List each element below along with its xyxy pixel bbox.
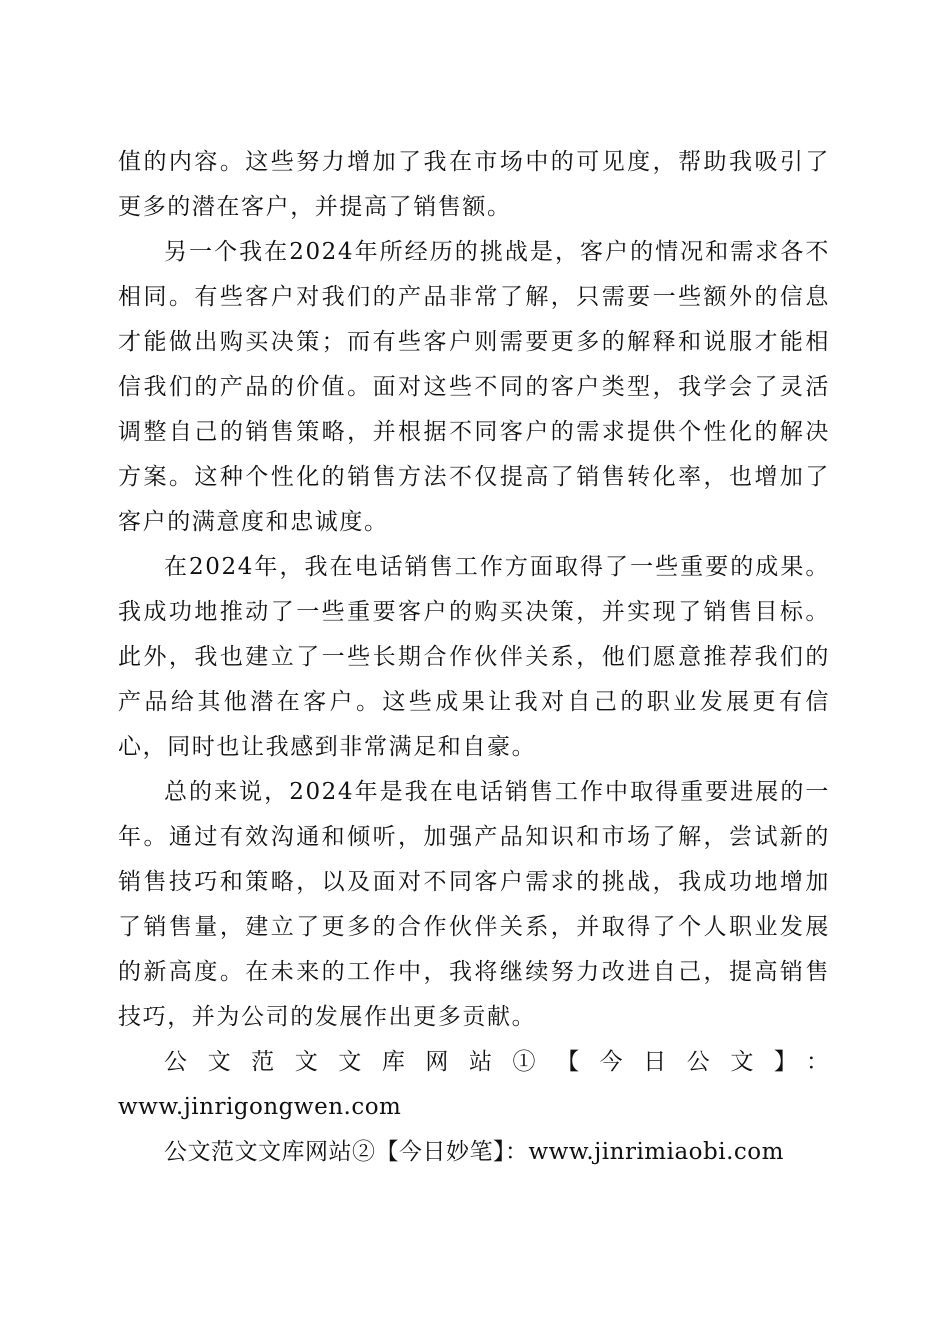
paragraph-achievements: 在2024年，我在电话销售工作方面取得了一些重要的成果。我成功地推动了一些重要客户的购买决策，并实现了销售目标。此外，我也建立了一些长期合作伙伴关系，他们愿意推荐我们的产品给其他潜在客户。这些成果让我对自己的职业发展更有信心，同时也让我感到非常满足和自豪。: [118, 554, 830, 760]
paragraph-continuation: 值的内容。这些努力增加了我在市场中的可见度，帮助我吸引了更多的潜在客户，并提高了销售额。: [118, 149, 830, 220]
footer-site1-url[interactable]: www.jinrigongwen.com: [118, 1094, 402, 1120]
footer-site1-label: 公文范文文库网站①【今日公文】：: [164, 1049, 830, 1075]
paragraph-summary: 总的来说，2024年是我在电话销售工作中取得重要进展的一年。通过有效沟通和倾听，加强产品知识和市场了解，尝试新的销售技巧和策略，以及面对不同客户需求的挑战，我成功地增加了销售量，建立了更多的合作伙伴关系，并取得了个人职业发展的新高度。在未来的工作中，我将继续努力改进自己，提高销售技巧，并为公司的发展作出更多贡献。: [118, 779, 830, 1030]
footer-site2[interactable]: 公文范文文库网站②【今日妙笔】：www.jinrimiaobi.com: [164, 1139, 784, 1165]
document-body: [118, 140, 830, 1175]
paragraph-challenge: 另一个我在2024年所经历的挑战是，客户的情况和需求各不相同。有些客户对我们的产品非常了解，只需要一些额外的信息才能做出购买决策；而有些客户则需要更多的解释和说服才能相信我们的产品的价值。面对这些不同的客户类型，我学会了灵活调整自己的销售策略，并根据不同客户的需求提供个性化的解决方案。这种个性化的销售方法不仅提高了销售转化率，也增加了客户的满意度和忠诚度。: [118, 239, 830, 535]
